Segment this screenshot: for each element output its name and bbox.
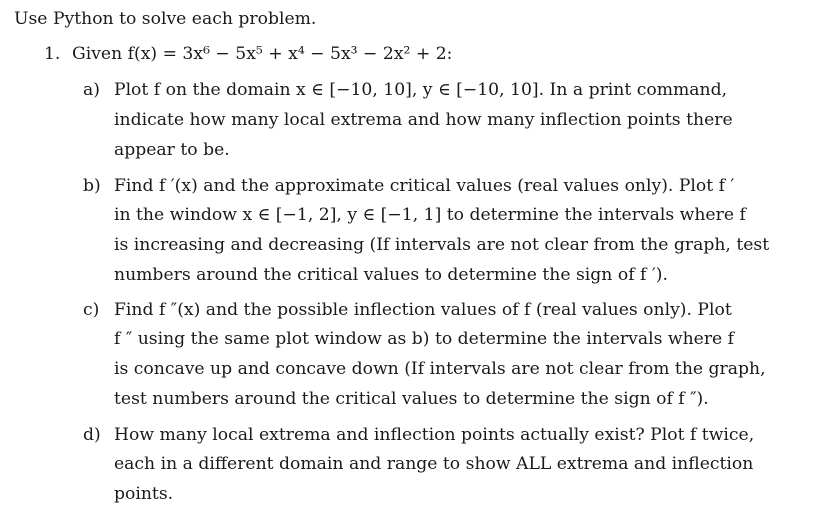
part-c-line-1: Find f ″(x) and the possible inflection values of f (real values only). Plot — [114, 300, 732, 320]
part-d-line-2: each in a different domain and range to show ALL extrema and inflection — [114, 454, 754, 474]
part-b-line-2: in the window x ∈ [−1, 2], y ∈ [−1, 1] to determine the intervals where f — [114, 205, 746, 225]
problem-statement: Given f(x) = 3x⁶ − 5x⁵ + x⁴ − 5x³ − 2x² + 2: — [72, 44, 453, 64]
part-b-line-4: numbers around the critical values to determine the sign of f ′). — [114, 265, 668, 285]
problem-number: 1. — [44, 44, 61, 64]
part-b-label: b) — [83, 176, 101, 196]
part-a-label: a) — [83, 80, 100, 100]
part-a-line-1: Plot f on the domain x ∈ [−10, 10], y ∈ [−10, 10]. In a print command, — [114, 80, 728, 100]
part-a-line-3: appear to be. — [114, 140, 230, 160]
part-c-line-4: test numbers around the critical values to determine the sign of f ″). — [114, 389, 709, 409]
intro-text: Use Python to solve each problem. — [14, 9, 317, 29]
part-c-line-2: f ″ using the same plot window as b) to determine the intervals where f — [114, 329, 735, 349]
part-d-label: d) — [83, 425, 101, 445]
part-b-line-1: Find f ′(x) and the approximate critical values (real values only). Plot f ′ — [114, 176, 735, 196]
part-b-line-3: is increasing and decreasing (If intervals are not clear from the graph, test — [114, 235, 770, 255]
part-a-line-2: indicate how many local extrema and how many inflection points there — [114, 110, 733, 130]
part-c-label: c) — [83, 300, 100, 320]
part-d-line-3: points. — [114, 484, 174, 504]
part-c-line-3: is concave up and concave down (If intervals are not clear from the graph, — [114, 359, 766, 379]
part-d-line-1: How many local extrema and inflection points actually exist? Plot f twice, — [114, 425, 755, 445]
